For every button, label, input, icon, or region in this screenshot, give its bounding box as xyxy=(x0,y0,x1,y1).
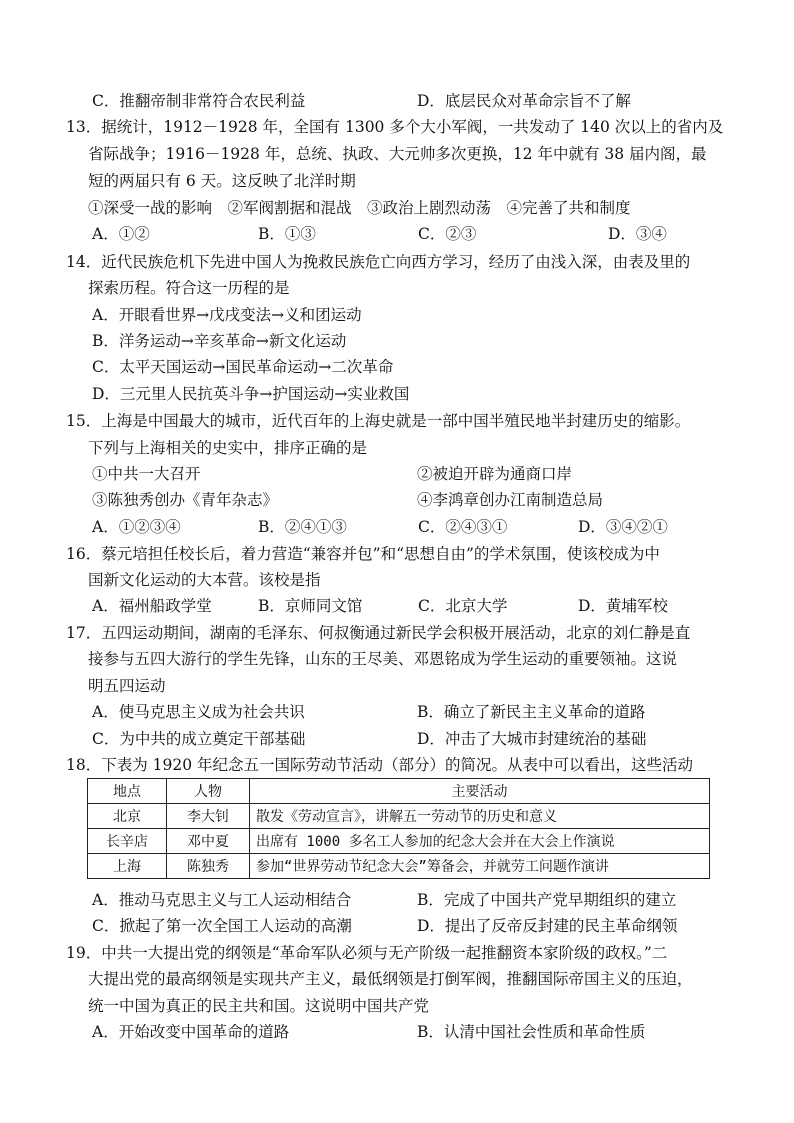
q16-option-d: D．黄埔军校 xyxy=(578,597,668,615)
table-cell: 散发《劳动宣言》，讲解五一劳动节的历史和意义 xyxy=(250,804,710,829)
q18-option-d: D．提出了反帝反封建的民主革命纲领 xyxy=(417,917,678,935)
q15-item-3: ③陈独秀创办《青年杂志》 xyxy=(92,491,279,509)
q15-option-d: D．③④②① xyxy=(578,518,668,536)
q19-option-a: A．开始改变中国革命的道路 xyxy=(92,1023,290,1041)
q16-option-c: C．北京大学 xyxy=(418,597,508,615)
q14-option-b: B．洋务运动→辛亥革命→新文化运动 xyxy=(92,332,347,350)
q14-stem-line-2: 探索历程。符合这一历程的是 xyxy=(88,279,290,297)
q15-option-b: B．②④①③ xyxy=(258,518,347,536)
table-cell: 陈独秀 xyxy=(167,854,250,879)
table-row xyxy=(88,854,710,879)
q14-stem-line-1: 14．近代民族危机下先进中国人为挽救民族危亡向西方学习，经历了由浅入深，由表及里的 xyxy=(66,253,691,271)
q18-table xyxy=(87,778,710,879)
q14-option-d: D．三元里人民抗英斗争→护国运动→实业救国 xyxy=(92,385,410,403)
table-cell: 长辛店 xyxy=(88,829,167,854)
table-header-cell: 人物 xyxy=(167,779,250,804)
q19-option-b: B．认清中国社会性质和革命性质 xyxy=(417,1023,646,1041)
q19-stem-line-1: 19．中共一大提出党的纲领是“革命军队必须与无产阶级一起推翻资本家阶级的政权。”二 xyxy=(66,944,668,962)
q17-stem-line-2: 接参与五四大游行的学生先锋，山东的王尽美、邓恩铭成为学生运动的重要领袖。这说 xyxy=(88,650,678,668)
table-header-cell: 地点 xyxy=(88,779,167,804)
q18-option-a: A．推动马克思主义与工人运动相结合 xyxy=(92,891,352,909)
q12-option-c: C．推翻帝制非常符合农民利益 xyxy=(92,92,306,110)
q14-option-c: C．太平天国运动→国民革命运动→二次革命 xyxy=(92,358,394,376)
q18-option-b: B．完成了中国共产党早期组织的建立 xyxy=(417,891,677,909)
table-cell: 北京 xyxy=(88,804,167,829)
q13-items: ①深受一战的影响 ②军阀割据和混战 ③政治上剧烈动荡 ④完善了共和制度 xyxy=(88,199,631,217)
q14-option-a: A．开眼看世界→戊戌变法→义和团运动 xyxy=(92,306,362,324)
q19-stem-line-3: 统一中国为真正的民主共和国。这说明中国共产党 xyxy=(88,997,430,1015)
q16-stem-line-2: 国新文化运动的大本营。该校是指 xyxy=(88,571,321,589)
table-header-row xyxy=(88,779,710,804)
q13-option-d: D．③④ xyxy=(608,225,667,243)
q13-option-c: C．②③ xyxy=(418,225,477,243)
q17-option-b: B．确立了新民主主义革命的道路 xyxy=(417,703,646,721)
q15-stem-line-2: 下列与上海相关的史实中，排序正确的是 xyxy=(88,439,368,457)
q16-option-b: B．京师同文馆 xyxy=(258,597,363,615)
q13-option-a: A．①② xyxy=(92,225,150,243)
table-row xyxy=(88,804,710,829)
table-header-cell: 主要活动 xyxy=(250,779,710,804)
q13-option-b: B．①③ xyxy=(258,225,316,243)
q18-stem-line-1: 18．下表为 1920 年纪念五一国际劳动节活动（部分）的简况。从表中可以看出，这些活动 xyxy=(66,756,694,774)
q19-stem-line-2: 大提出党的最高纲领是实现共产主义，最低纲领是打倒军阀，推翻国际帝国主义的压迫， xyxy=(88,970,693,988)
q16-stem-line-1: 16．蔡元培担任校长后，着力营造“兼容并包”和“思想自由”的学术氛围，使该校成为中 xyxy=(66,545,660,563)
table-cell: 参加“世界劳动节纪念大会”筹备会，并就劳工问题作演讲 xyxy=(250,854,710,879)
table-cell: 邓中夏 xyxy=(167,829,250,854)
table-cell: 上海 xyxy=(88,854,167,879)
q17-stem-line-1: 17．五四运动期间，湖南的毛泽东、何叔衡通过新民学会积极开展活动，北京的刘仁静是直 xyxy=(66,624,691,642)
q17-option-c: C．为中共的成立奠定干部基础 xyxy=(92,730,306,748)
q17-option-a: A．使马克思主义成为社会共识 xyxy=(92,703,305,721)
q13-stem-line-1: 13．据统计，1912－1928 年，全国有 1300 多个大小军阀，一共发动了 140 次以上的省内及 xyxy=(66,118,724,136)
q15-stem-line-1: 15．上海是中国最大的城市，近代百年的上海史就是一部中国半殖民地半封建历史的缩影。 xyxy=(66,412,691,430)
q15-item-1: ①中共一大召开 xyxy=(92,465,201,483)
q15-item-4: ④李鸿章创办江南制造总局 xyxy=(417,491,604,509)
q13-stem-line-3: 短的两届只有 6 天。这反映了北洋时期 xyxy=(88,172,356,190)
q15-item-2: ②被迫开辟为通商口岸 xyxy=(417,465,573,483)
q12-option-d: D．底层民众对革命宗旨不了解 xyxy=(417,92,631,110)
q17-option-d: D．冲击了大城市封建统治的基础 xyxy=(417,730,647,748)
q18-option-c: C．掀起了第一次全国工人运动的高潮 xyxy=(92,917,352,935)
q17-stem-line-3: 明五四运动 xyxy=(88,677,166,695)
table-row xyxy=(88,829,710,854)
q13-stem-line-2: 省际战争；1916－1928 年，总统、执政、大元帅多次更换，12 年中就有 38 届内阁，最 xyxy=(88,145,707,163)
q15-option-a: A．①②③④ xyxy=(92,518,181,536)
q15-option-c: C．②④③① xyxy=(418,518,508,536)
q16-option-a: A．福州船政学堂 xyxy=(92,597,212,615)
table-cell: 李大钊 xyxy=(167,804,250,829)
table-cell: 出席有 1000 多名工人参加的纪念大会并在大会上作演说 xyxy=(250,829,710,854)
